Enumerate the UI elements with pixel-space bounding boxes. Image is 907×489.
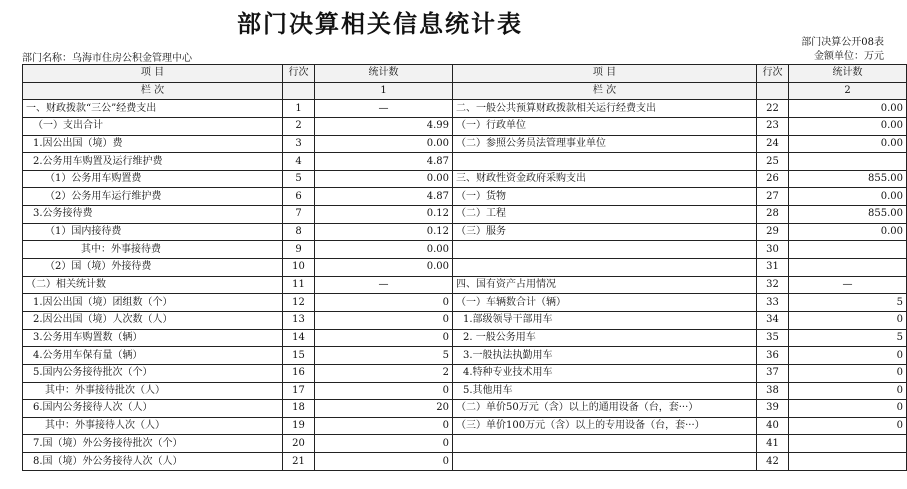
row-number-right: 36 xyxy=(757,347,789,365)
row-item-right xyxy=(453,259,757,277)
row-item-right: （二）工程 xyxy=(453,206,757,224)
row-number-left: 7 xyxy=(283,206,315,224)
subheader-blank xyxy=(283,82,315,100)
amount-unit: 金额单位：万元 xyxy=(814,51,884,62)
table-row xyxy=(23,347,907,365)
row-item-right: 四、国有资产占用情况 xyxy=(453,276,757,294)
row-item-right: （三）服务 xyxy=(453,223,757,241)
row-number-left: 5 xyxy=(283,170,315,188)
subheader-col: 栏 次 xyxy=(23,82,283,100)
header-row-no: 行次 xyxy=(283,65,315,83)
row-item-left: （1）国内接待费 xyxy=(23,223,283,241)
row-item-left: 5.国内公务接待批次（个） xyxy=(23,364,283,382)
row-value-left: 0 xyxy=(315,453,453,471)
row-value-right xyxy=(789,453,907,471)
row-number-right: 23 xyxy=(757,117,789,135)
row-item-right: （三）单价100万元（含）以上的专用设备（台，套···） xyxy=(453,417,757,435)
row-value-right: 0 xyxy=(789,364,907,382)
header-stat-right: 统计数 xyxy=(789,65,907,83)
row-number-left: 16 xyxy=(283,364,315,382)
row-item-left: 其中：外事接待人次（人） xyxy=(23,417,283,435)
table-row xyxy=(23,206,907,224)
row-number-right: 40 xyxy=(757,417,789,435)
row-value-right xyxy=(789,241,907,259)
row-number-right: 22 xyxy=(757,100,789,118)
row-item-left: 其中：外事接待批次（人） xyxy=(23,382,283,400)
row-number-left: 18 xyxy=(283,400,315,418)
header-item: 项 目 xyxy=(23,65,283,83)
row-number-left: 1 xyxy=(283,100,315,118)
row-item-left: 7.国（境）外公务接待批次（个） xyxy=(23,435,283,453)
row-item-left: 3.公务用车购置数（辆） xyxy=(23,329,283,347)
row-item-right: （一）车辆数合计（辆） xyxy=(453,294,757,312)
form-number: 部门决算公开08表 xyxy=(801,37,884,48)
row-number-left: 12 xyxy=(283,294,315,312)
table-row xyxy=(23,259,907,277)
row-value-right: 0 xyxy=(789,347,907,365)
row-item-right xyxy=(453,453,757,471)
table-row xyxy=(23,276,907,294)
row-item-right xyxy=(453,241,757,259)
row-number-right: 26 xyxy=(757,170,789,188)
table-row xyxy=(23,400,907,418)
row-value-left: 0 xyxy=(315,311,453,329)
header-stat: 统计数 xyxy=(315,65,453,83)
row-item-left: 3.公务接待费 xyxy=(23,206,283,224)
row-number-right: 25 xyxy=(757,153,789,171)
row-value-left: — xyxy=(315,276,453,294)
row-number-left: 15 xyxy=(283,347,315,365)
row-item-left: 4.公务用车保有量（辆） xyxy=(23,347,283,365)
row-item-left: 2.因公出国（境）人次数（人） xyxy=(23,311,283,329)
row-value-right: 855.00 xyxy=(789,170,907,188)
row-item-left: （一）支出合计 xyxy=(23,117,283,135)
row-item-right: 三、财政性资金政府采购支出 xyxy=(453,170,757,188)
row-value-right xyxy=(789,435,907,453)
table-row xyxy=(23,188,907,206)
row-item-left: 8.国（境）外公务接待人次（人） xyxy=(23,453,283,471)
row-item-right: 5.其他用车 xyxy=(453,382,757,400)
row-value-left: 0 xyxy=(315,382,453,400)
row-value-right: 0.00 xyxy=(789,117,907,135)
row-item-right: 2. 一般公务用车 xyxy=(453,329,757,347)
row-item-left: （1）公务用车购置费 xyxy=(23,170,283,188)
subheader-row xyxy=(23,82,907,100)
row-item-right: 3.一般执法执勤用车 xyxy=(453,347,757,365)
statistics-table xyxy=(22,64,907,471)
row-item-right: （二）单价50万元（含）以上的通用设备（台，套···） xyxy=(453,400,757,418)
row-number-right: 38 xyxy=(757,382,789,400)
row-value-right: 0.00 xyxy=(789,223,907,241)
row-item-right xyxy=(453,435,757,453)
row-value-left: 4.87 xyxy=(315,188,453,206)
row-value-left: 0 xyxy=(315,417,453,435)
row-number-right: 29 xyxy=(757,223,789,241)
row-item-right: （一）货物 xyxy=(453,188,757,206)
header-row xyxy=(23,65,907,83)
row-number-right: 34 xyxy=(757,311,789,329)
row-value-left: 0.00 xyxy=(315,241,453,259)
row-value-left: — xyxy=(315,100,453,118)
row-value-left: 20 xyxy=(315,400,453,418)
table-row xyxy=(23,135,907,153)
table-row xyxy=(23,453,907,471)
row-value-left: 5 xyxy=(315,347,453,365)
row-value-left: 0.00 xyxy=(315,259,453,277)
table-row xyxy=(23,382,907,400)
row-item-left: （2）公务用车运行维护费 xyxy=(23,188,283,206)
row-item-left: 6.国内公务接待人次（人） xyxy=(23,400,283,418)
department-name: 部门名称：乌海市住房公积金管理中心 xyxy=(22,53,192,64)
subheader-col-right: 栏 次 xyxy=(453,82,757,100)
header-item-right: 项 目 xyxy=(453,65,757,83)
row-value-right: 855.00 xyxy=(789,206,907,224)
row-number-right: 24 xyxy=(757,135,789,153)
row-number-right: 37 xyxy=(757,364,789,382)
row-item-left: 1.因公出国（境）团组数（个） xyxy=(23,294,283,312)
table-row xyxy=(23,170,907,188)
row-value-right: 5 xyxy=(789,329,907,347)
row-item-left: 其中：外事接待费 xyxy=(23,241,283,259)
row-item-left: 一、财政拨款“三公”经费支出 xyxy=(23,100,283,118)
row-number-right: 30 xyxy=(757,241,789,259)
row-number-left: 10 xyxy=(283,259,315,277)
row-number-right: 35 xyxy=(757,329,789,347)
row-item-right: （一）行政单位 xyxy=(453,117,757,135)
row-number-left: 11 xyxy=(283,276,315,294)
row-value-right: 0 xyxy=(789,311,907,329)
header-row-no-right: 行次 xyxy=(757,65,789,83)
row-value-right xyxy=(789,259,907,277)
row-value-right: 0 xyxy=(789,400,907,418)
page-title: 部门决算相关信息统计表 xyxy=(237,9,523,38)
row-number-right: 33 xyxy=(757,294,789,312)
row-value-left: 0.00 xyxy=(315,135,453,153)
row-number-left: 20 xyxy=(283,435,315,453)
row-value-left: 0 xyxy=(315,435,453,453)
table-row xyxy=(23,417,907,435)
row-value-left: 0.00 xyxy=(315,170,453,188)
row-number-right: 31 xyxy=(757,259,789,277)
table-row xyxy=(23,364,907,382)
row-number-left: 8 xyxy=(283,223,315,241)
row-value-left: 0 xyxy=(315,294,453,312)
row-value-right: 0.00 xyxy=(789,100,907,118)
table-row xyxy=(23,117,907,135)
subheader-col-num: 1 xyxy=(315,82,453,100)
row-number-left: 21 xyxy=(283,453,315,471)
row-number-left: 13 xyxy=(283,311,315,329)
table-row xyxy=(23,329,907,347)
row-value-right: — xyxy=(789,276,907,294)
subheader-col-num-right: 2 xyxy=(789,82,907,100)
row-value-right: 0 xyxy=(789,417,907,435)
row-item-right: （二）参照公务员法管理事业单位 xyxy=(453,135,757,153)
row-number-left: 4 xyxy=(283,153,315,171)
row-item-right: 1.部级领导干部用车 xyxy=(453,311,757,329)
row-value-left: 2 xyxy=(315,364,453,382)
row-value-right: 0 xyxy=(789,382,907,400)
row-number-left: 2 xyxy=(283,117,315,135)
row-item-left: （二）相关统计数 xyxy=(23,276,283,294)
row-value-left: 4.99 xyxy=(315,117,453,135)
table-row xyxy=(23,153,907,171)
row-value-left: 0.12 xyxy=(315,206,453,224)
row-value-right xyxy=(789,153,907,171)
row-value-left: 0 xyxy=(315,329,453,347)
table-row xyxy=(23,435,907,453)
row-number-left: 3 xyxy=(283,135,315,153)
table-row xyxy=(23,294,907,312)
row-item-right xyxy=(453,153,757,171)
row-item-left: 2.公务用车购置及运行维护费 xyxy=(23,153,283,171)
row-value-right: 0.00 xyxy=(789,135,907,153)
table-row xyxy=(23,223,907,241)
row-number-left: 6 xyxy=(283,188,315,206)
row-value-right: 5 xyxy=(789,294,907,312)
row-value-left: 4.87 xyxy=(315,153,453,171)
row-number-right: 41 xyxy=(757,435,789,453)
row-number-left: 19 xyxy=(283,417,315,435)
row-item-left: （2）国（境）外接待费 xyxy=(23,259,283,277)
row-item-left: 1.因公出国（境）费 xyxy=(23,135,283,153)
row-number-left: 17 xyxy=(283,382,315,400)
row-number-left: 14 xyxy=(283,329,315,347)
row-item-right: 4.特种专业技术用车 xyxy=(453,364,757,382)
row-number-right: 39 xyxy=(757,400,789,418)
row-item-right: 二、一般公共预算财政拨款相关运行经费支出 xyxy=(453,100,757,118)
row-value-right: 0.00 xyxy=(789,188,907,206)
row-number-right: 32 xyxy=(757,276,789,294)
row-number-right: 42 xyxy=(757,453,789,471)
row-number-right: 28 xyxy=(757,206,789,224)
row-value-left: 0.12 xyxy=(315,223,453,241)
subheader-blank-right xyxy=(757,82,789,100)
row-number-right: 27 xyxy=(757,188,789,206)
table-row xyxy=(23,311,907,329)
table-row xyxy=(23,100,907,118)
table-row xyxy=(23,241,907,259)
row-number-left: 9 xyxy=(283,241,315,259)
